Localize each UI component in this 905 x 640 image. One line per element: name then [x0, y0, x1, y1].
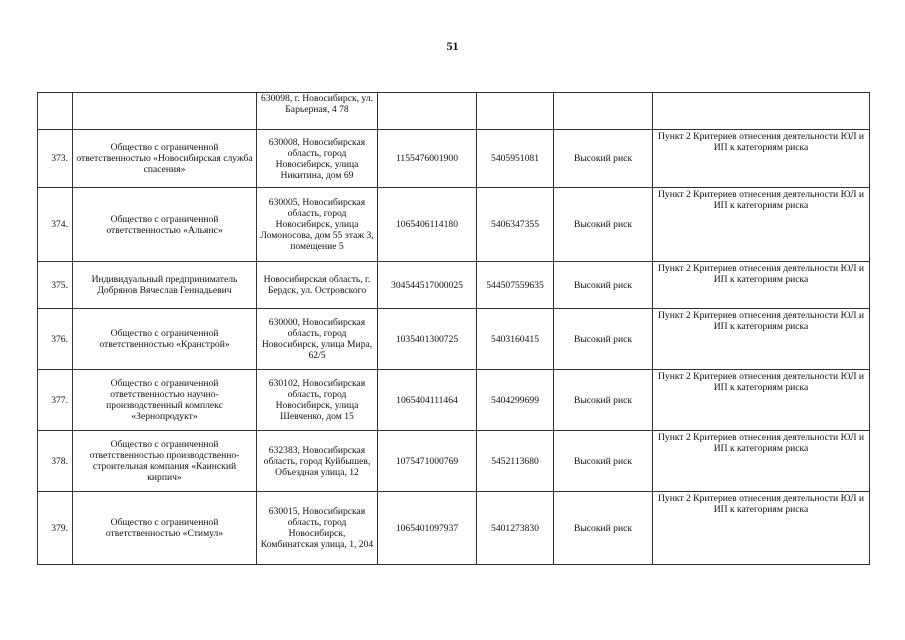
row-number: [38, 93, 73, 130]
risk-category-cell: Высокий риск: [554, 431, 653, 492]
page-number: 51: [446, 39, 459, 53]
ogrn-cell: 1065406114180: [378, 188, 477, 262]
row-number: 378.: [38, 431, 73, 492]
registry-table: [37, 92, 870, 565]
table-row: [38, 431, 870, 492]
ogrn-cell: 1065404111464: [378, 370, 477, 431]
organization-name: Общество с ограниченной ответственностью производственно-строительная компания «Каинский кирпич»: [73, 431, 257, 492]
inn-cell: 5404299699: [477, 370, 554, 431]
ogrn-cell: 1075471000769: [378, 431, 477, 492]
organization-name: [73, 93, 257, 130]
ogrn-cell: 1035401300725: [378, 309, 477, 370]
row-number: 377.: [38, 370, 73, 431]
ogrn-cell: 1065401097937: [378, 492, 477, 565]
organization-name: Индивидуальный предприниматель Добрянов Вячеслав Геннадьевич: [73, 262, 257, 309]
address-cell: 630008, Новосибирская область, город Новосибирск, улица Никитина, дом 69: [257, 130, 378, 188]
organization-name: Общество с ограниченной ответственностью «Новосибирская служба спасения»: [73, 130, 257, 188]
organization-name: Общество с ограниченной ответственностью «Кранстрой»: [73, 309, 257, 370]
inn-cell: [477, 93, 554, 130]
risk-category-cell: Высокий риск: [554, 188, 653, 262]
criteria-cell: Пункт 2 Критериев отнесения деятельности ЮЛ и ИП к категориям риска: [653, 370, 870, 431]
address-cell: 630015, Новосибирская область, город Новосибирск, Комбинатская улица, 1, 204: [257, 492, 378, 565]
table-row: [38, 262, 870, 309]
criteria-cell: Пункт 2 Критериев отнесения деятельности ЮЛ и ИП к категориям риска: [653, 309, 870, 370]
criteria-cell: [653, 93, 870, 130]
criteria-cell: Пункт 2 Критериев отнесения деятельности ЮЛ и ИП к категориям риска: [653, 130, 870, 188]
risk-category-cell: Высокий риск: [554, 262, 653, 309]
criteria-cell: Пункт 2 Критериев отнесения деятельности ЮЛ и ИП к категориям риска: [653, 262, 870, 309]
ogrn-cell: 1155476001900: [378, 130, 477, 188]
risk-category-cell: Высокий риск: [554, 309, 653, 370]
risk-category-cell: Высокий риск: [554, 492, 653, 565]
inn-cell: 5452113680: [477, 431, 554, 492]
row-number: 373.: [38, 130, 73, 188]
table-row: [38, 188, 870, 262]
row-number: 374.: [38, 188, 73, 262]
address-cell: 630000, Новосибирская область, город Новосибирск, улица Мира, 62/5: [257, 309, 378, 370]
inn-cell: 5405951081: [477, 130, 554, 188]
inn-cell: 544507559635: [477, 262, 554, 309]
organization-name: Общество с ограниченной ответственностью «Стимул»: [73, 492, 257, 565]
row-number: 379.: [38, 492, 73, 565]
table-row: [38, 309, 870, 370]
ogrn-cell: 304544517000025: [378, 262, 477, 309]
table-row: [38, 370, 870, 431]
risk-category-cell: [554, 93, 653, 130]
criteria-cell: Пункт 2 Критериев отнесения деятельности ЮЛ и ИП к категориям риска: [653, 188, 870, 262]
address-cell: 632383, Новосибирская область, город Куйбышев, Объездная улица, 12: [257, 431, 378, 492]
table-row-continuation: [38, 93, 870, 130]
row-number: 376.: [38, 309, 73, 370]
criteria-cell: Пункт 2 Критериев отнесения деятельности ЮЛ и ИП к категориям риска: [653, 492, 870, 565]
table-row: [38, 130, 870, 188]
organization-name: Общество с ограниченной ответственностью «Альянс»: [73, 188, 257, 262]
address-cell: Новосибирская область, г. Бердск, ул. Островского: [257, 262, 378, 309]
risk-category-cell: Высокий риск: [554, 130, 653, 188]
criteria-cell: Пункт 2 Критериев отнесения деятельности ЮЛ и ИП к категориям риска: [653, 431, 870, 492]
address-cell: 630005, Новосибирская область, город Новосибирск, улица Ломоносова, дом 55 этаж 3, помещение 5: [257, 188, 378, 262]
address-cell: 630102, Новосибирская область, город Новосибирск, улица Шевченко, дом 15: [257, 370, 378, 431]
organization-name: Общество с ограниченной ответственностью научно-производственный комплекс «Зернопродукт»: [73, 370, 257, 431]
risk-category-cell: Высокий риск: [554, 370, 653, 431]
inn-cell: 5403160415: [477, 309, 554, 370]
inn-cell: 5406347355: [477, 188, 554, 262]
inn-cell: 5401273830: [477, 492, 554, 565]
row-number: 375.: [38, 262, 73, 309]
ogrn-cell: [378, 93, 477, 130]
table-row: [38, 492, 870, 565]
address-cell: 630098, г. Новосибирск, ул. Барьерная, 4 78: [257, 93, 378, 130]
